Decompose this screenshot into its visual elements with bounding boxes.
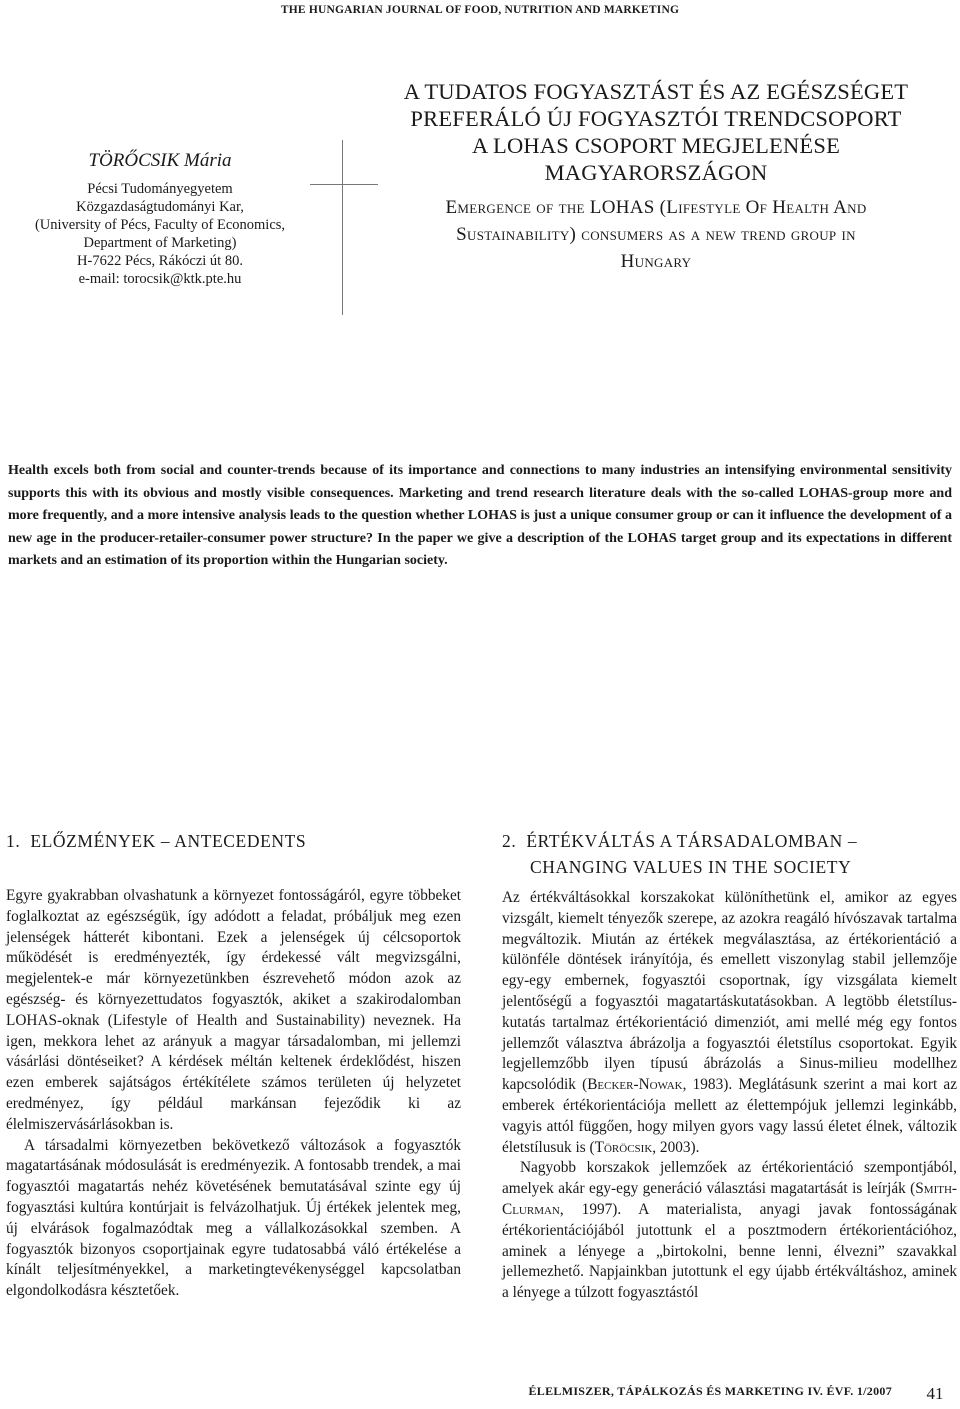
paragraph-text: , 1997). A materialista, anyagi javak fontosságának értékorientációjából jutottunk el a posztmodern értékorientációhoz, aminek a lényege a „birtokolni, benne lenni, élvezni” szavakkal jellemezhető. Napjainkban jutottunk el egy újabb értékváltáshoz, aminek a lényege a túlzott fogyasztástól bbox=[502, 1200, 957, 1302]
title-en-line: Sustainability) consumers as a new trend group in bbox=[456, 224, 856, 245]
section-2-heading bbox=[502, 828, 957, 880]
citation: Becker-Nowak bbox=[587, 1076, 683, 1094]
paragraph-text: Nagyobb korszakok jellemzőek az értékorientáció szempontjából, amelyek akár egy-egy generáció választási magatartását is leírják ( bbox=[502, 1159, 957, 1198]
section-1-title: ELŐZMÉNYEK – ANTECEDENTS bbox=[30, 831, 307, 851]
section-1-paragraph: Egyre gyakrabban olvashatunk a környezet fontosságáról, egyre többeket foglalkoztat az egészségük, így adódott a feladat, próbáljuk meg ezen jelenségek hátterét kibontani. Ezek a jelenségek új célcsoportok működését is eredményezték, így érdekessé vált megvizsgálni, megjelentek-e már környezetünkben észrevehető módon azok az egészség- és környezettudatos fogyasztók, akiket a szakirodalomban LOHAS-oknak (Lifestyle of Health and Sustainability) neveznek. Ha igen, mekkora lehet az arányuk a magyar társadalomban, mi jellemzi vásárlási döntéseiket? A kérdések méltán keltenek érdeklődést, hiszen ezen emberek sajátságos értékítélete számos területen új helyzetet eredményez, így például markánsan fejeződik ki az élelmiszervásárlásokban is. bbox=[6, 887, 461, 1133]
affiliation-line: Department of Marketing) bbox=[83, 235, 237, 251]
left-column bbox=[6, 828, 461, 1302]
title-hungarian bbox=[392, 78, 920, 186]
footer-journal: ÉLELMISZER, TÁPÁLKOZÁS ÉS MARKETING IV. ÉVF. 1/2007 bbox=[528, 1384, 892, 1398]
section-2-paragraph bbox=[502, 888, 957, 1158]
affiliation-line: Pécsi Tudományegyetem bbox=[87, 181, 233, 197]
horizontal-divider bbox=[310, 184, 378, 185]
section-1-heading bbox=[6, 828, 461, 854]
affiliation-line: Közgazdaságtudományi Kar, bbox=[76, 199, 244, 215]
affiliation-line: H-7622 Pécs, Rákóczi út 80. bbox=[77, 253, 243, 269]
citation: Töröcsik bbox=[594, 1138, 653, 1156]
page-number: 41 bbox=[926, 1384, 944, 1403]
section-1-number: 1. bbox=[6, 831, 21, 851]
title-hu-line: A TUDATOS FOGYASZTÁST ÉS AZ EGÉSZSÉGET bbox=[403, 79, 909, 104]
section-2-number: 2. bbox=[502, 831, 517, 851]
author-name: TÖRŐCSIK Mária bbox=[88, 150, 232, 171]
running-head: THE HUNGARIAN JOURNAL OF FOOD, NUTRITION AND MARKETING bbox=[280, 4, 680, 16]
title-block bbox=[392, 78, 920, 275]
section-1-paragraph: A társadalmi környezetben bekövetkező változások a fogyasztók magatartásának módosulását is eredményezik. A fontosabb trendek, a mai fogyasztói magatartás nehéz követésének bemutatásával szinte egy új fogyasztási kultúra kontúrjait is felvázolhatjuk. Új értékek jelentek meg, új elvárások fogalmazódtak meg a vállalkozásokkal szemben. A fogyasztók bizonyos csoportjainak egyre tudatosabbá váló értékelése a kínált teljesítményekkel, a marketingtevékenységgel kapcsolatban elgondolkodásra késztetőek. bbox=[6, 1136, 461, 1300]
vertical-divider bbox=[342, 140, 343, 315]
title-hu-line: A LOHAS CSOPORT MEGJELENÉSE bbox=[471, 133, 841, 158]
paragraph-text: Az értékváltásokkal korszakokat különíthetünk el, amikor az egyes vizsgált, kiemelt tényezők szerepe, az azokra reagáló hívószavak tartalma megváltozik. Miután az értékek megválasztása, az értékorientáció a különféle döntések irányítója, és emellett viszonylag stabil jellemzője egy-egy embernek, fogyasztói csoportnak, így vizsgálata kiemelt jelentőségű a fogyasztói magatartáskutatásokban. A legtöbb életstílus-kutatás tartalmaz értékorientáció dimenziót, ami mellé még egy fontos jellemzőt választva ábrázolja a fogyasztói életstílus csoportokat. Egyik legjellemzőbb ilyen típusú ábrázolás a Sinus-milieu modellhez kapcsolódik ( bbox=[502, 889, 957, 1094]
paragraph-text: , 1983). Meglátásunk szerint a mai kort az emberek értékorientációja mellett az élettempójuk jellemzi leginkább, vagyis attól függően, hogy milyen gyors vagy lassú életet élnek, változik életstílusuk is ( bbox=[502, 1076, 958, 1156]
title-hu-line: MAGYARORSZÁGON bbox=[544, 160, 768, 185]
author-email: e-mail: torocsik@ktk.pte.hu bbox=[78, 271, 242, 287]
title-english bbox=[392, 194, 920, 275]
section-2-title: ÉRTÉKVÁLTÁS A TÁRSADALOMBAN – CHANGING VALUES IN THE SOCIETY bbox=[526, 831, 858, 877]
right-column bbox=[502, 828, 957, 1304]
title-en-line: Hungary bbox=[620, 251, 692, 272]
citation: Smith-Clurman bbox=[502, 1180, 957, 1218]
title-hu-line: PREFERÁLÓ ÚJ FOGYASZTÓI TRENDCSOPORT bbox=[410, 106, 902, 131]
affiliation-line: (University of Pécs, Faculty of Economics, bbox=[34, 217, 286, 233]
title-en-line: Emergence of the LOHAS (Lifestyle Of Health And bbox=[445, 197, 867, 218]
section-2-paragraph bbox=[502, 1158, 957, 1304]
author-block bbox=[0, 152, 320, 288]
paragraph-text: , 2003). bbox=[652, 1138, 700, 1156]
abstract: Health excels both from social and counter-trends because of its importance and connections to many industries an intensifying environmental sensitivity supports this with its obvious and mostly visible consequences. Marketing and trend research literature deals with the so-called LOHAS-group more and more frequently, and a more intensive analysis leads to the question whether LOHAS is just a unique consumer group or can it influence the development of a new age in the producer-retailer-consumer power structure? In the paper we give a description of the LOHAS target group and its expectations in different markets and an estimation of its proportion within the Hungarian society. bbox=[8, 463, 952, 568]
